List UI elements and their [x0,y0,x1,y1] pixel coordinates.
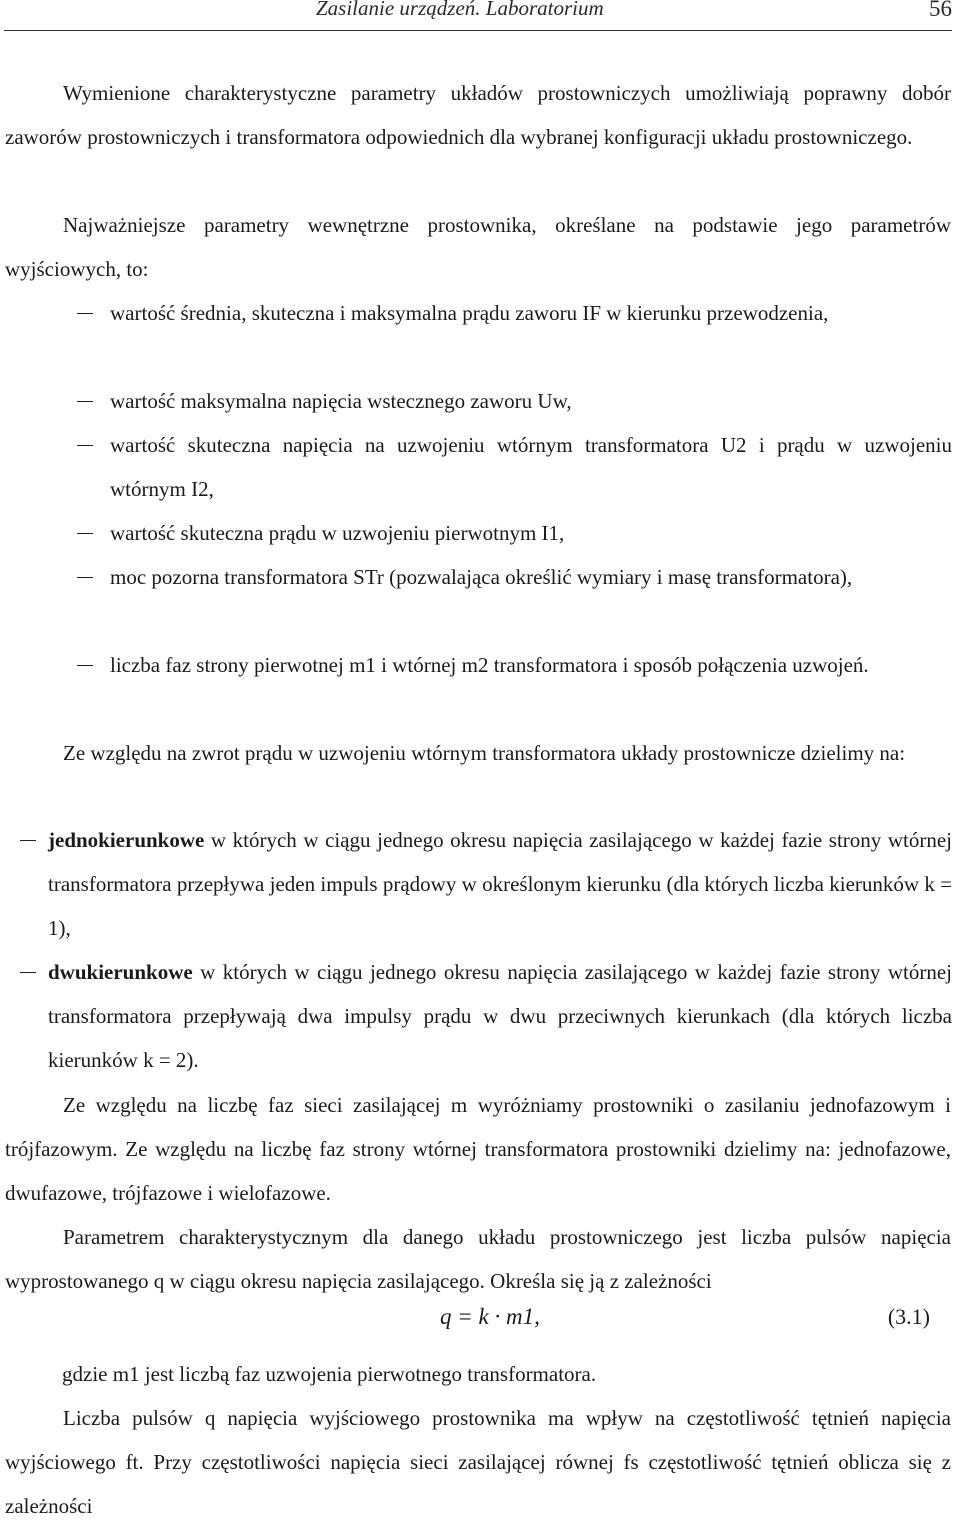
list-item: wartość skuteczna prądu w uzwojeniu pierwotnym I1, [110,521,565,545]
list-item-unidirectional [48,818,952,950]
list-dash [20,840,36,841]
paragraph-3: Ze względu na zwrot prądu w uzwojeniu wtórnym transformatora układy prostownicze dzielimy na: [63,741,906,765]
paragraph-4: Ze względu na liczbę faz sieci zasilającej m wyróżniamy prostowniki o zasilaniu jednofazowym i trójfazowym. Ze względu na liczbę faz strony wtórnej transformatora prostowniki dzielimy na: jednofazowe, dwufazowe, trójfazowe i wielofazowe. [5,1093,951,1205]
definition-bidirectional: w których w ciągu jednego okresu napięcia zasilającego w każdej fazie strony wtórnej transformatora przepływają dwa impulsy prądu w dwu przeciwnych kierunkach (dla których liczba kierunków k = 2). [48,960,953,1072]
equation-3-1: q = k · m1, [440,1304,540,1329]
list-item: wartość średnia, skuteczna i maksymalna prądu zaworu IF w kierunku przewodzenia, [110,301,829,325]
term-unidirectional: jednokierunkowe [48,828,205,852]
equation-number: (3.1) [887,1304,930,1329]
list-dash [20,972,36,973]
paragraph-2: Najważniejsze parametry wewnętrzne prostownika, określane na podstawie jego parametrów wyjściowych, to: [5,213,951,281]
paragraph-5: Parametrem charakterystycznym dla danego układu prostowniczego jest liczba pulsów napięcia wyprostowanego q w ciągu okresu napięcia zasilającego. Określa się ją z zależności [5,1225,951,1293]
list-dash [77,533,93,534]
list-item-bidirectional [48,950,952,1082]
list-item: wartość skuteczna napięcia na uzwojeniu wtórnym transformatora U2 i prądu w uzwojeniu wtórnym I2, [110,433,952,501]
list-dash [77,577,93,578]
list-dash [77,665,93,666]
list-dash [77,445,93,446]
list-dash [77,313,93,314]
list-dash [77,401,93,402]
header-title: Zasilanie urządzeń. Laboratorium [316,0,604,20]
paragraph-6: gdzie m1 jest liczbą faz uzwojenia pierwotnego transformatora. [62,1362,597,1386]
header-rule [4,30,952,31]
list-item: wartość maksymalna napięcia wstecznego zaworu Uw, [110,389,572,413]
term-bidirectional: dwukierunkowe [48,960,193,984]
list-item: liczba faz strony pierwotnej m1 i wtórnej m2 transformatora i sposób połączenia uzwojeń. [110,653,869,677]
paragraph-7: Liczba pulsów q napięcia wyjściowego prostownika ma wpływ na częstotliwość tętnień napięcia wyjściowego ft. Przy częstotliwości napięcia sieci zasilającej równej fs częstotliwość tętnień oblicza się z zależności [5,1406,951,1518]
page-header [0,0,952,30]
paragraph-1: Wymienione charakterystyczne parametry układów prostowniczych umożliwiają poprawny dobór zaworów prostowniczych i transformatora odpowiednich dla wybranej konfiguracji układu prostowniczego. [5,81,951,149]
page-number: 56 [929,0,952,21]
definition-unidirectional: w których w ciągu jednego okresu napięcia zasilającego w każdej fazie strony wtórnej transformatora przepływa jeden impuls prądowy w określonym kierunku (dla których liczba kierunków k = 1), [48,828,953,940]
list-item: moc pozorna transformatora STr (pozwalająca określić wymiary i masę transformatora), [110,565,853,589]
